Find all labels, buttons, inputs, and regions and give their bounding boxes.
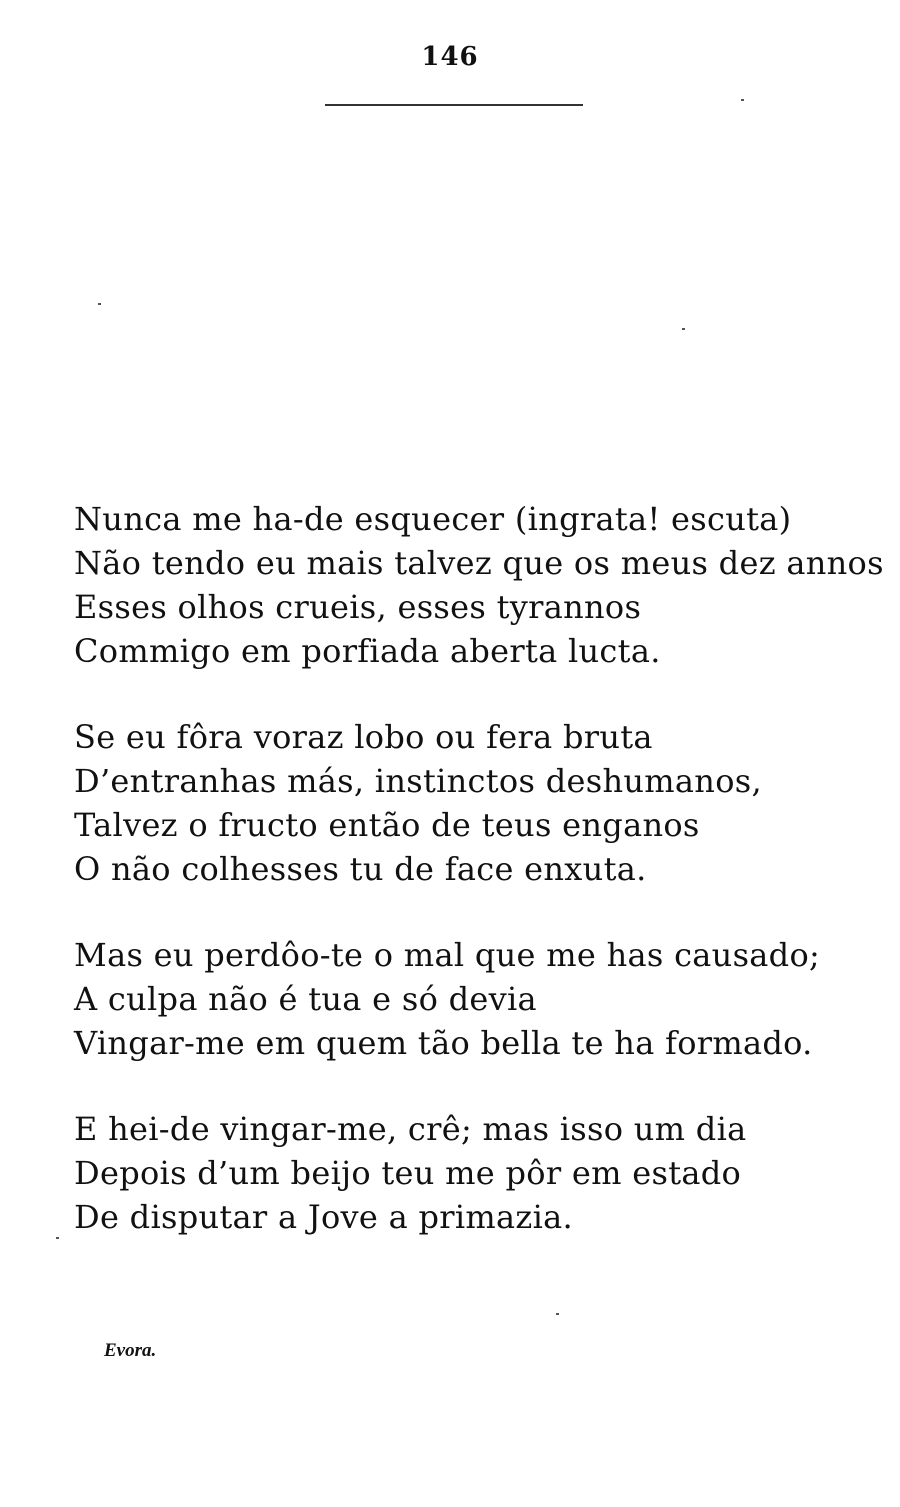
poem-line: Depois d’um beijo teu me pôr em estado: [74, 1154, 742, 1192]
poem-line: Commigo em porfiada aberta lucta.: [74, 632, 661, 670]
poem-line: D’entranhas más, instinctos deshumanos,: [74, 762, 762, 800]
poem-line: A culpa não é tua e só devia: [74, 980, 537, 1018]
poem-line: Talvez o fructo então de teus enganos: [74, 806, 700, 844]
poem-line: Mas eu perdôo-te o mal que me has causado;: [74, 936, 821, 974]
place-signature: Evora.: [104, 1340, 157, 1361]
poem-line: Esses olhos crueis, esses tyrannos: [74, 588, 642, 626]
stanza: [74, 1107, 874, 1239]
poem-line: Vingar-me em quem tão bella te ha formado.: [74, 1024, 813, 1062]
print-speck: [556, 1313, 559, 1315]
print-speck: [56, 1237, 59, 1239]
page-number: 146: [421, 42, 479, 72]
stanza: [74, 715, 874, 891]
poem: [74, 497, 884, 1281]
stanza: [74, 933, 874, 1065]
poem-line: O não colhesses tu de face enxuta.: [74, 850, 647, 888]
print-speck: [98, 303, 101, 305]
header-rule: [325, 104, 583, 106]
stanza: [74, 497, 884, 673]
poem-line: E hei-de vingar-me, crê; mas isso um dia: [74, 1110, 747, 1148]
print-speck: [741, 99, 744, 101]
print-speck: [682, 328, 685, 330]
poem-line: Nunca me ha-de esquecer (ingrata! escuta): [74, 500, 792, 538]
poem-line: Se eu fôra voraz lobo ou fera bruta: [74, 718, 653, 756]
poem-line: Não tendo eu mais talvez que os meus dez annos: [74, 544, 884, 582]
poem-line: De disputar a Jove a primazia.: [74, 1198, 573, 1236]
